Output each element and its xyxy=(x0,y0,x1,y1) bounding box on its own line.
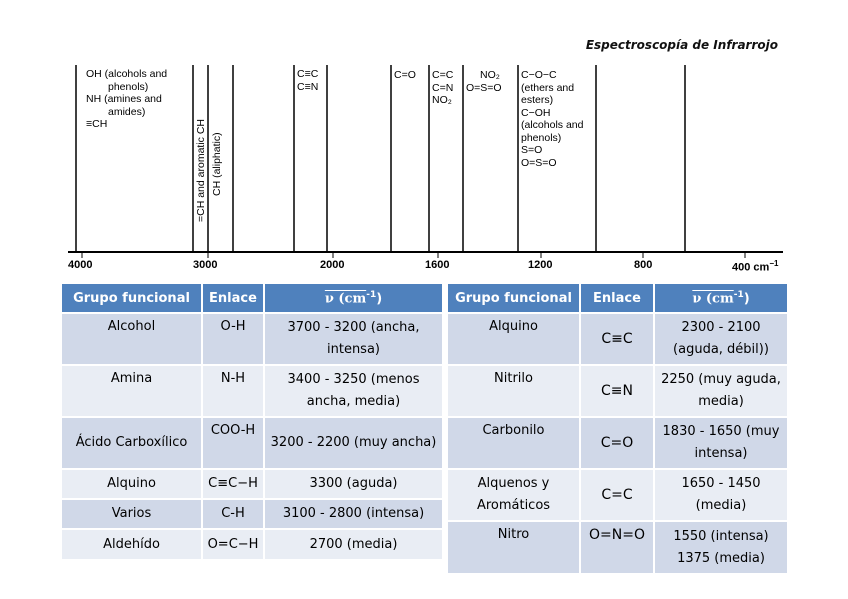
cell-group: Alquenos y Aromáticos xyxy=(448,469,580,521)
table-header-row xyxy=(448,284,787,313)
cell-range: 1550 (intensa) 1375 (media) xyxy=(654,521,787,573)
header-wavenumber: ν $(cm^{-1})$ xyxy=(654,284,787,313)
table-row xyxy=(448,365,787,417)
table-row xyxy=(62,313,442,365)
header-wavenumber: ν $(cm^{-1})$ xyxy=(264,284,442,313)
cell-range: 3200 - 2200 (muy ancha) xyxy=(264,417,442,469)
cell-group: Alquino xyxy=(62,469,202,499)
cell-range: 2300 - 2100 (aguda, débil)) xyxy=(654,313,787,365)
header-enlace: Enlace xyxy=(580,284,654,313)
cell-bond: C=O xyxy=(580,417,654,469)
cell-bond: C=C xyxy=(580,469,654,521)
label-nitro-sulfonyl: NO₂ O=S=O xyxy=(466,69,502,94)
tick-label-1600: 1600 xyxy=(425,259,450,271)
cell-range: 3400 - 3250 (menos ancha, media) xyxy=(264,365,442,417)
table-functional-groups-left xyxy=(62,284,442,559)
table-row xyxy=(62,417,442,469)
cell-range: 2700 (media) xyxy=(264,529,442,559)
header-grupo-funcional: Grupo funcional xyxy=(448,284,580,313)
cell-group: Nitrilo xyxy=(448,365,580,417)
cell-bond: N-H xyxy=(202,365,264,417)
cell-bond: O=N=O xyxy=(580,521,654,573)
tick-label-4000: 4000 xyxy=(68,259,93,271)
cell-bond: C≡C xyxy=(580,313,654,365)
tick-label-2000: 2000 xyxy=(320,259,345,271)
table-row xyxy=(62,365,442,417)
cell-bond: C≡N xyxy=(580,365,654,417)
cell-bond: COO-H xyxy=(202,417,264,469)
label-fingerprint: C−O−C (ethers and esters) C−OH (alcohols and phenols) S=O O=S=O xyxy=(521,69,584,169)
cell-bond: C-H xyxy=(202,499,264,529)
table-row xyxy=(62,469,442,499)
table-row xyxy=(448,417,787,469)
tick-label-400: 400 $cm^{-1}$ xyxy=(732,259,779,274)
cell-range: 3100 - 2800 (intensa) xyxy=(264,499,442,529)
cell-range: 2250 (muy aguda, media) xyxy=(654,365,787,417)
label-oh-nh-region: OH (alcohols and phenols) NH (amines and amides) ≡CH xyxy=(86,68,168,130)
cell-group: Ácido Carboxílico xyxy=(62,417,202,469)
header-enlace: Enlace xyxy=(202,284,264,313)
table-row xyxy=(448,521,787,573)
label-aliphatic-ch: CH (aliphatic) xyxy=(211,132,223,196)
cell-range: 1830 - 1650 (muy intensa) xyxy=(654,417,787,469)
document-title: Espectroscopía de Infrarrojo xyxy=(585,38,778,52)
cell-bond: C≡C−H xyxy=(202,469,264,499)
label-aromatic-ch: =CH and aromatic CH xyxy=(195,119,207,222)
cell-range: 3700 - 3200 (ancha, intensa) xyxy=(264,313,442,365)
label-carbonyl: C=O xyxy=(394,69,416,81)
cell-group: Carbonilo xyxy=(448,417,580,469)
tick-label-3000: 3000 xyxy=(193,259,218,271)
cell-group: Varios xyxy=(62,499,202,529)
table-header-row xyxy=(62,284,442,313)
table-row xyxy=(62,499,442,529)
table-row xyxy=(448,313,787,365)
cell-group: Alquino xyxy=(448,313,580,365)
label-double-bonds: C=C C=N NO₂ xyxy=(432,69,454,106)
region-dividers xyxy=(76,65,685,252)
header-grupo-funcional: Grupo funcional xyxy=(62,284,202,313)
cell-group: Aldehído xyxy=(62,529,202,559)
tick-label-800: 800 xyxy=(634,259,653,271)
table-row xyxy=(62,529,442,559)
tick-label-1200: 1200 xyxy=(528,259,553,271)
label-triple-bonds: C≡C C≡N xyxy=(297,68,319,93)
cell-group: Nitro xyxy=(448,521,580,573)
cell-range: 1650 - 1450 (media) xyxy=(654,469,787,521)
cell-group: Alcohol xyxy=(62,313,202,365)
table-functional-groups-right xyxy=(448,284,787,573)
cell-bond: O=C−H xyxy=(202,529,264,559)
ir-correlation-chart xyxy=(0,0,848,280)
table-row xyxy=(448,469,787,521)
cell-range: 3300 (aguda) xyxy=(264,469,442,499)
cell-group: Amina xyxy=(62,365,202,417)
cell-bond: O-H xyxy=(202,313,264,365)
